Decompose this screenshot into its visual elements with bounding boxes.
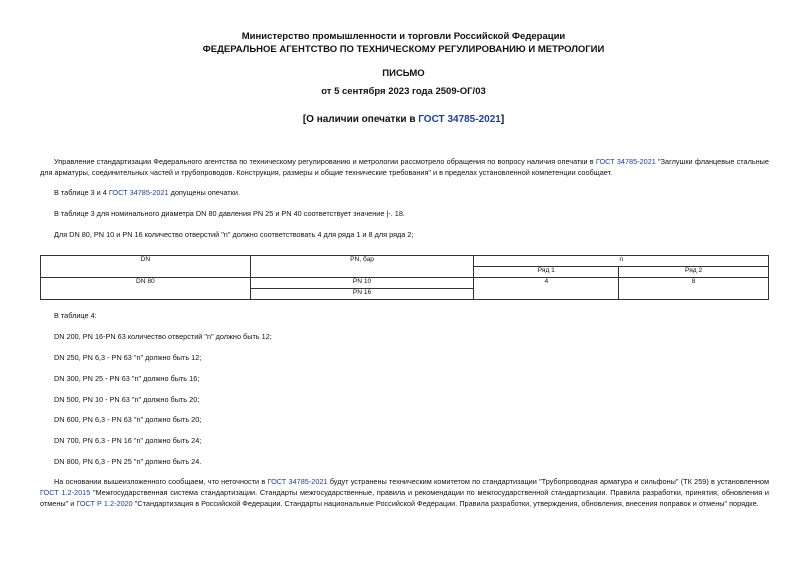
header-row1: Ряд 1 [474,267,619,278]
list-item: DN 600, PN 6,3 - PN 63 "n" должно быть 20; [54,415,202,424]
intro-gost-link[interactable]: ГОСТ 34785-2021 [595,157,656,166]
cell-row2: 8 [619,278,769,300]
document-date-number: от 5 сентября 2023 года 2509-ОГ/03 [321,86,486,97]
list-item: DN 700, PN 6,3 - PN 16 "n" должно быть 24; [54,436,202,445]
table3-paragraph: В таблице 3 для номинального диаметра DN 80 давления PN 25 и PN 40 соответствует значение |-. 18. [54,209,405,218]
list-item: DN 200, PN 16-PN 63 количество отверстий "n" должно быть 12; [54,332,272,341]
list-item: DN 250, PN 6,3 - PN 63 "n" должно быть 12; [54,353,202,362]
cell-pn: PN 16 [250,289,474,300]
header-n: n [474,256,769,267]
cell-pn: PN 10 [250,278,474,289]
cell-row1: 4 [474,278,619,300]
closing-gost-link[interactable]: ГОСТ 34785-2021 [267,477,328,486]
header-dn: DN [41,256,251,278]
cell-dn: DN 80 [41,278,251,300]
gost-r-1-2-2020-link[interactable]: ГОСТ Р 1.2-2020 [76,499,133,508]
gost-1-2-2015-link[interactable]: ГОСТ 1.2-2015 [40,488,91,497]
typos-paragraph: В таблице 3 и 4 ГОСТ 34785-2021 допущены опечатки. [54,188,240,197]
list-item: DN 500, PN 10 - PN 63 "n" должно быть 20; [54,395,200,404]
document-subject: [О наличии опечатки в ГОСТ 34785-2021] [302,114,505,125]
closing-paragraph: На основании вышеизложенного сообщаем, что неточности в ГОСТ 34785-2021 будут устранены техническим комитетом по стандартизации "Трубопроводная арматура и сильфоны" (ТК 259) в установленном ГОСТ 1.2-2015 "Межгосударственная система стандартизации. Стандарты межгосударственные, правила и рекомендации по межгосударственной стандартизации. Правила разработки, принятия, обновления и отмены" и ГОСТ Р 1.2-2020 "Стандартизация в Российской Федерации. Стандарты национальные Российской Федерации. Правила разработки, утверждения, обновления, внесения поправок и отмены" порядке. [40,477,769,508]
table4-intro: В таблице 4: [54,311,97,320]
holes-table [40,255,769,300]
ministry-name: Министерство промышленности и торговли Российской Федерации [241,31,566,42]
list-item: DN 300, PN 25 - PN 63 "n" должно быть 16; [54,374,200,383]
intro-paragraph: Управление стандартизации Федерального агентства по техническому регулированию и метрологии рассмотрело обращения по вопросу наличия опечатки в ГОСТ 34785-2021 "Заглушки фланцевые стальные для арматуры, соединительных частей и трубопроводов. Конструкция, размеры и общие технические требования" и в пределах установленной компетенции сообщает. [40,157,769,177]
typos-gost-link[interactable]: ГОСТ 34785-2021 [108,188,169,197]
header-row2: Ряд 2 [619,267,769,278]
header-pn: PN, бар [250,256,474,278]
holes-paragraph: Для DN 80, PN 10 и PN 16 количество отверстий "n" должно соответствовать 4 для ряда 1 и 8 для ряда 2; [54,230,414,239]
agency-name: ФЕДЕРАЛЬНОЕ АГЕНТСТВО ПО ТЕХНИЧЕСКОМУ РЕГУЛИРОВАНИЮ И МЕТРОЛОГИИ [202,44,605,55]
list-item: DN 800, PN 6,3 - PN 25 "n" должно быть 24. [54,457,202,466]
document-type: ПИСЬМО [382,68,425,79]
subject-gost-link[interactable]: ГОСТ 34785-2021 [418,114,501,125]
